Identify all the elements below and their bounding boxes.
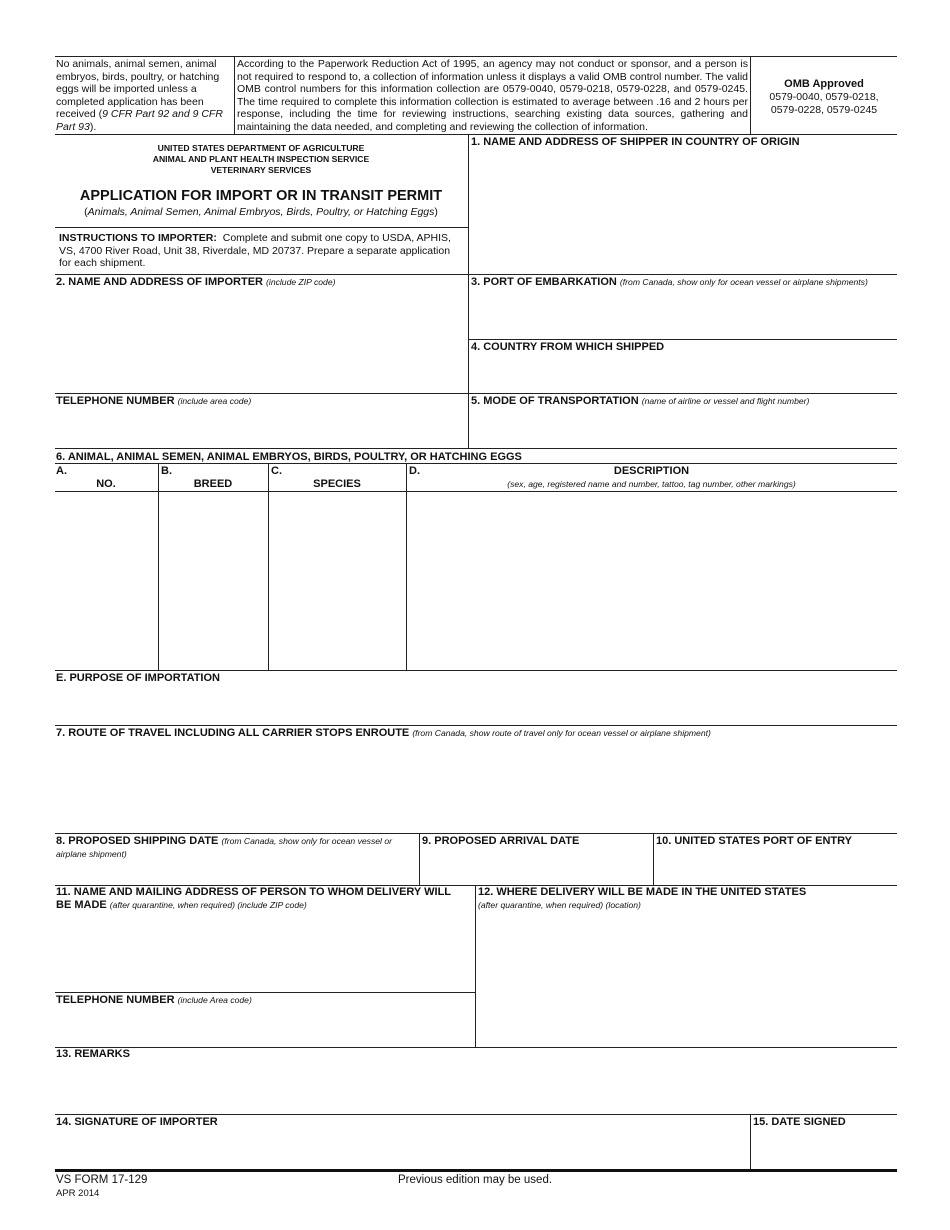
- header-divider-2: [750, 56, 751, 134]
- signature-label: 14. SIGNATURE OF IMPORTER: [56, 1116, 218, 1128]
- agency-line-2: ANIMAL AND PLANT HEALTH INSPECTION SERVICE: [152, 154, 370, 164]
- row-7-border: [55, 725, 897, 726]
- instructions: INSTRUCTIONS TO IMPORTER: Complete and submit one copy to USDA, APHIS, VS, 4700 River Road, Unit 38, Riverdale, MD 20737. Prepare a separate application for each shipment.: [59, 232, 451, 269]
- omb-numbers: 0579-0040, 0579-0218, 0579-0228, 0579-0245: [769, 91, 879, 116]
- route-label: 7. ROUTE OF TRAVEL INCLUDING ALL CARRIER STOPS ENROUTE (from Canada, show route of travel only for ocean vessel or airplane shipment): [56, 727, 711, 739]
- header-bottom-border: [55, 134, 897, 135]
- omb-approved-title: OMB Approved: [784, 78, 864, 90]
- table-cell-no[interactable]: [56, 493, 157, 668]
- row-8-divider-2: [653, 833, 654, 885]
- delivery-person-label: 11. NAME AND MAILING ADDRESS OF PERSON TO WHOM DELIVERY WILL BE MADE (after quarantine, when required) (include ZIP code): [56, 886, 451, 911]
- transport-mode-field[interactable]: [470, 409, 895, 446]
- port-embarkation-label: 3. PORT OF EMBARKATION (from Canada, show only for ocean vessel or airplane shipments): [471, 276, 868, 288]
- telephone-2-border: [55, 992, 475, 993]
- delivery-telephone-field[interactable]: [56, 1008, 472, 1045]
- shipping-date-label: 8. PROPOSED SHIPPING DATE (from Canada, show only for ocean vessel or airplane shipment): [56, 835, 392, 859]
- row-6-border: [55, 448, 897, 449]
- table-col-divider-b: [158, 463, 159, 670]
- col-d-letter: D.: [409, 465, 420, 477]
- table-cell-species[interactable]: [270, 493, 405, 668]
- delivery-location-note: (after quarantine, when required) (location): [478, 900, 641, 910]
- delivery-person-field[interactable]: [56, 914, 472, 990]
- signature-field[interactable]: [56, 1130, 748, 1167]
- form-title: APPLICATION FOR IMPORT OR IN TRANSIT PERMIT: [79, 188, 443, 204]
- row-14-border: [55, 1114, 897, 1115]
- route-field[interactable]: [56, 741, 895, 831]
- row-8-divider-1: [419, 833, 420, 885]
- remarks-label: 13. REMARKS: [56, 1048, 130, 1060]
- edition-note: Previous edition may be used.: [397, 1174, 553, 1186]
- delivery-location-field[interactable]: [478, 912, 895, 1045]
- agency-line-3: VETERINARY SERVICES: [210, 165, 312, 175]
- title-divider: [55, 227, 468, 228]
- country-shipped-label: 4. COUNTRY FROM WHICH SHIPPED: [471, 341, 665, 353]
- col-b-letter: B.: [161, 465, 172, 477]
- top-border: [55, 56, 897, 57]
- arrival-date-field[interactable]: [422, 850, 650, 882]
- shipper-field[interactable]: [470, 150, 895, 272]
- col-no-header: NO.: [96, 478, 116, 490]
- importer-telephone-field[interactable]: [56, 409, 466, 446]
- row-2-border: [55, 274, 897, 275]
- table-cell-description[interactable]: [408, 493, 895, 668]
- column-divider: [468, 134, 469, 448]
- arrival-date-label: 9. PROPOSED ARRIVAL DATE: [422, 835, 580, 847]
- row-11-divider: [475, 885, 476, 1047]
- agency-line-1: UNITED STATES DEPARTMENT OF AGRICULTURE: [157, 143, 365, 153]
- row-5-border: [55, 393, 897, 394]
- paperwork-reduction-notice: According to the Paperwork Reduction Act of 1995, an agency may not conduct or sponsor, and a person is not required to respond to, a collection of information unless it displays a valid OMB control number. The valid OMB control numbers for this information collection are 0579-0040, 0579-0218, 0579-0228, and 0579-0245. The time required to complete this information collection is estimated to average between .16 and 2 hours per response, including the time for reviewing instructions, searching existing data sources, gathering and maintaining the data needed, and completing and reviewing the collection of information.: [237, 58, 748, 133]
- telephone-label: TELEPHONE NUMBER (include area code): [56, 395, 252, 407]
- col-a-letter: A.: [56, 465, 67, 477]
- port-of-entry-label: 10. UNITED STATES PORT OF ENTRY: [656, 835, 852, 847]
- form-subtitle: (Animals, Animal Semen, Animal Embryos, Birds, Poultry, or Hatching Eggs): [84, 206, 438, 218]
- transport-mode-label: 5. MODE OF TRANSPORTATION (name of airline or vessel and flight number): [471, 395, 810, 407]
- shipping-date-field[interactable]: [56, 862, 416, 882]
- importer-label: 2. NAME AND ADDRESS OF IMPORTER (include ZIP code): [56, 276, 336, 288]
- table-header-bottom: [55, 491, 897, 492]
- agency-name: [55, 143, 467, 176]
- remarks-field[interactable]: [56, 1062, 895, 1112]
- row-4-border: [468, 339, 897, 340]
- delivery-telephone-label: TELEPHONE NUMBER (include Area code): [56, 994, 252, 1006]
- col-breed-header: BREED: [193, 478, 233, 490]
- port-of-entry-field[interactable]: [656, 850, 895, 882]
- delivery-location-label: 12. WHERE DELIVERY WILL BE MADE IN THE UNITED STATES: [478, 886, 807, 898]
- col-c-letter: C.: [271, 465, 282, 477]
- col-description-header: DESCRIPTION: [613, 465, 690, 477]
- row-14-divider: [750, 1114, 751, 1169]
- port-embarkation-field[interactable]: [470, 302, 895, 338]
- purpose-field[interactable]: [56, 686, 895, 723]
- country-shipped-field[interactable]: [470, 355, 895, 391]
- animals-section-label: 6. ANIMAL, ANIMAL SEMEN, ANIMAL EMBRYOS, BIRDS, POULTRY, OR HATCHING EGGS: [56, 451, 522, 463]
- row-8-border: [55, 833, 897, 834]
- date-signed-field[interactable]: [753, 1130, 895, 1167]
- footer-rule: [55, 1169, 897, 1172]
- table-col-divider-c: [268, 463, 269, 670]
- table-col-divider-d: [406, 463, 407, 670]
- import-notice: No animals, animal semen, animal embryos, birds, poultry, or hatching eggs will be imported unless a completed application has been received (9 CFR Part 92 and 9 CFR Part 93).: [56, 58, 223, 133]
- purpose-label: E. PURPOSE OF IMPORTATION: [56, 672, 220, 684]
- row-13-border: [55, 1047, 897, 1048]
- importer-field[interactable]: [56, 290, 466, 392]
- table-bottom: [55, 670, 897, 671]
- col-species-header: SPECIES: [313, 478, 361, 490]
- form-number: VS FORM 17-129: [56, 1174, 148, 1186]
- table-cell-breed[interactable]: [160, 493, 267, 668]
- shipper-label: 1. NAME AND ADDRESS OF SHIPPER IN COUNTRY OF ORIGIN: [471, 136, 800, 148]
- header-divider-1: [234, 56, 235, 134]
- col-description-note: (sex, age, registered name and number, tattoo, tag number, other markings): [507, 479, 796, 489]
- form-date: APR 2014: [56, 1188, 100, 1199]
- table-header-top: [55, 463, 897, 464]
- date-signed-label: 15. DATE SIGNED: [753, 1116, 846, 1128]
